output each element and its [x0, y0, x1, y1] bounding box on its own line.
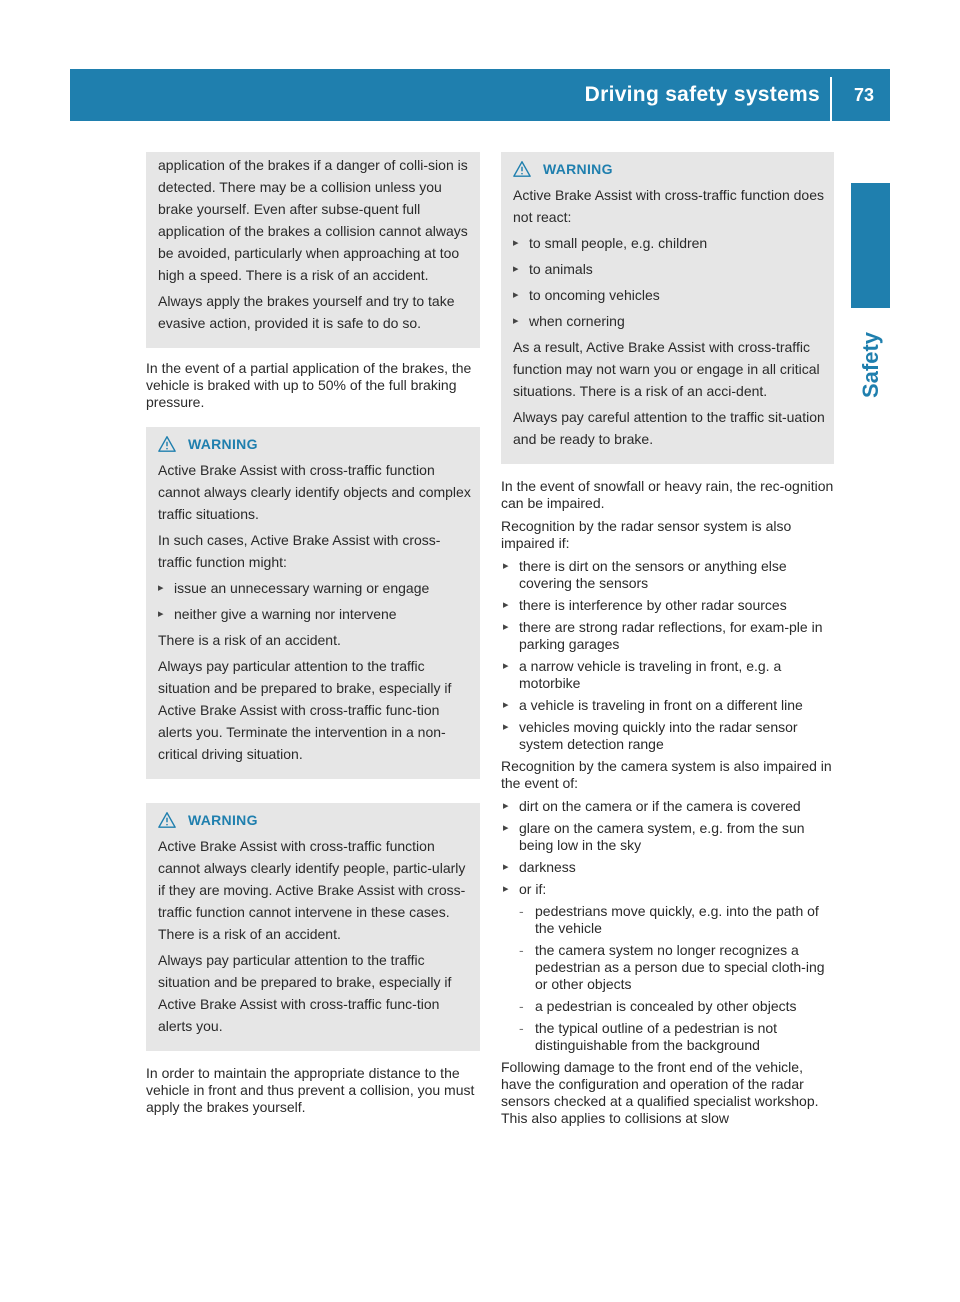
page-header — [70, 69, 890, 121]
list-item: ▸ glare on the camera system, e.g. from the sun being low in the sky — [501, 820, 834, 854]
warning-box — [501, 152, 834, 464]
right-column — [501, 152, 834, 1133]
warning-text: In such cases, Active Brake Assist with cross-traffic function might: — [158, 532, 441, 570]
warning-bullet: ▸ to small people, e.g. children — [513, 232, 826, 254]
warning-heading — [158, 433, 472, 455]
section-title: Driving safety systems — [584, 83, 820, 106]
sub-list-item: - the camera system no longer recognizes a pedestrian as a person due to special cloth-ing or other objects — [501, 942, 834, 993]
page-number: 73 — [853, 85, 874, 105]
list-item: ▸ a narrow vehicle is traveling in front, e.g. a motorbike — [501, 658, 834, 692]
warning-label: WARNING — [188, 812, 258, 828]
list-item: ▸ or if: — [501, 881, 834, 898]
body-paragraph: In the event of snowfall or heavy rain, the rec-ognition can be impaired. — [501, 478, 834, 511]
warning-box-continued — [146, 152, 480, 348]
warning-text: Always pay particular attention to the traffic situation and be prepared to brake, especially if Active Brake Assist with cross-traffic func-tion alerts you. Terminate the intervention in a non-critical driving situation. — [158, 658, 452, 762]
body-paragraph: In the event of a partial application of the brakes, the vehicle is braked with up to 50% of the full braking pressure. — [146, 360, 472, 410]
warning-text: Always apply the brakes yourself and try to take evasive action, provided it is safe to do so. — [158, 293, 455, 331]
body-paragraph: Following damage to the front end of the vehicle, have the configuration and operation of the radar sensors checked at a qualified specialist workshop. This also applies to collisions at slow — [501, 1059, 819, 1126]
warning-triangle-icon — [513, 160, 531, 178]
list-item: ▸ there is interference by other radar sources — [501, 597, 834, 614]
list-item: ▸ there are strong radar reflections, for exam-ple in parking garages — [501, 619, 834, 653]
warning-text: Always pay particular attention to the traffic situation and be prepared to brake, especially if Active Brake Assist with cross-traffic func-tion alerts you. — [158, 952, 452, 1034]
warning-triangle-icon — [158, 811, 176, 829]
warning-bullet: ▸ to animals — [513, 258, 826, 280]
warning-label: WARNING — [543, 161, 613, 177]
list-item: ▸ there is dirt on the sensors or anything else covering the sensors — [501, 558, 834, 592]
list-item: ▸ darkness — [501, 859, 834, 876]
header-divider — [830, 77, 832, 121]
warning-triangle-icon — [158, 435, 176, 453]
warning-text: application of the brakes if a danger of colli-sion is detected. There may be a collision unless you brake yourself. Even after subse-quent full application of the brakes a collision cannot always be avoided, particularly when approaching at too high a speed. There is a risk of an accident. — [158, 157, 468, 283]
warning-text: Active Brake Assist with cross-traffic function does not react: — [513, 187, 824, 225]
warning-text: Always pay careful attention to the traffic sit-uation and be ready to brake. — [513, 409, 825, 447]
warning-text: Active Brake Assist with cross-traffic function cannot always clearly identify people, partic-ularly if they are moving. Active Brake Assist with cross-traffic function cannot intervene in these cases. There is a risk of an accident. — [158, 838, 466, 942]
warning-bullet: ▸ to oncoming vehicles — [513, 284, 826, 306]
list-item: ▸ vehicles moving quickly into the radar sensor system detection range — [501, 719, 834, 753]
list-item: ▸ dirt on the camera or if the camera is covered — [501, 798, 834, 815]
warning-bullet: ▸ issue an unnecessary warning or engage — [158, 577, 472, 599]
warning-heading — [158, 809, 472, 831]
list-item: ▸ a vehicle is traveling in front on a different line — [501, 697, 834, 714]
warning-text: Active Brake Assist with cross-traffic function cannot always clearly identify objects and complex traffic situations. — [158, 462, 471, 522]
sub-list-item: - pedestrians move quickly, e.g. into the path of the vehicle — [501, 903, 834, 937]
body-paragraph: Recognition by the radar sensor system is also impaired if: — [501, 518, 792, 551]
warning-text: As a result, Active Brake Assist with cross-traffic function may not warn you or engage in all critical situations. There is a risk of an acci-dent. — [513, 339, 820, 399]
chapter-tab — [851, 183, 890, 308]
warning-bullet: ▸ when cornering — [513, 310, 826, 332]
body-paragraph: In order to maintain the appropriate distance to the vehicle in front and thus prevent a collision, you must apply the brakes yourself. — [146, 1065, 475, 1115]
left-column — [146, 152, 480, 1122]
warning-box — [146, 803, 480, 1051]
chapter-label: Safety — [858, 331, 883, 399]
warning-label: WARNING — [188, 436, 258, 452]
sub-list-item: - the typical outline of a pedestrian is not distinguishable from the background — [501, 1020, 834, 1054]
warning-bullet: ▸ neither give a warning nor intervene — [158, 603, 472, 625]
sub-list-item: - a pedestrian is concealed by other objects — [501, 998, 834, 1015]
warning-box — [146, 427, 480, 779]
warning-text: There is a risk of an accident. — [158, 632, 341, 648]
body-paragraph: Recognition by the camera system is also impaired in the event of: — [501, 758, 832, 791]
warning-heading — [513, 158, 826, 180]
